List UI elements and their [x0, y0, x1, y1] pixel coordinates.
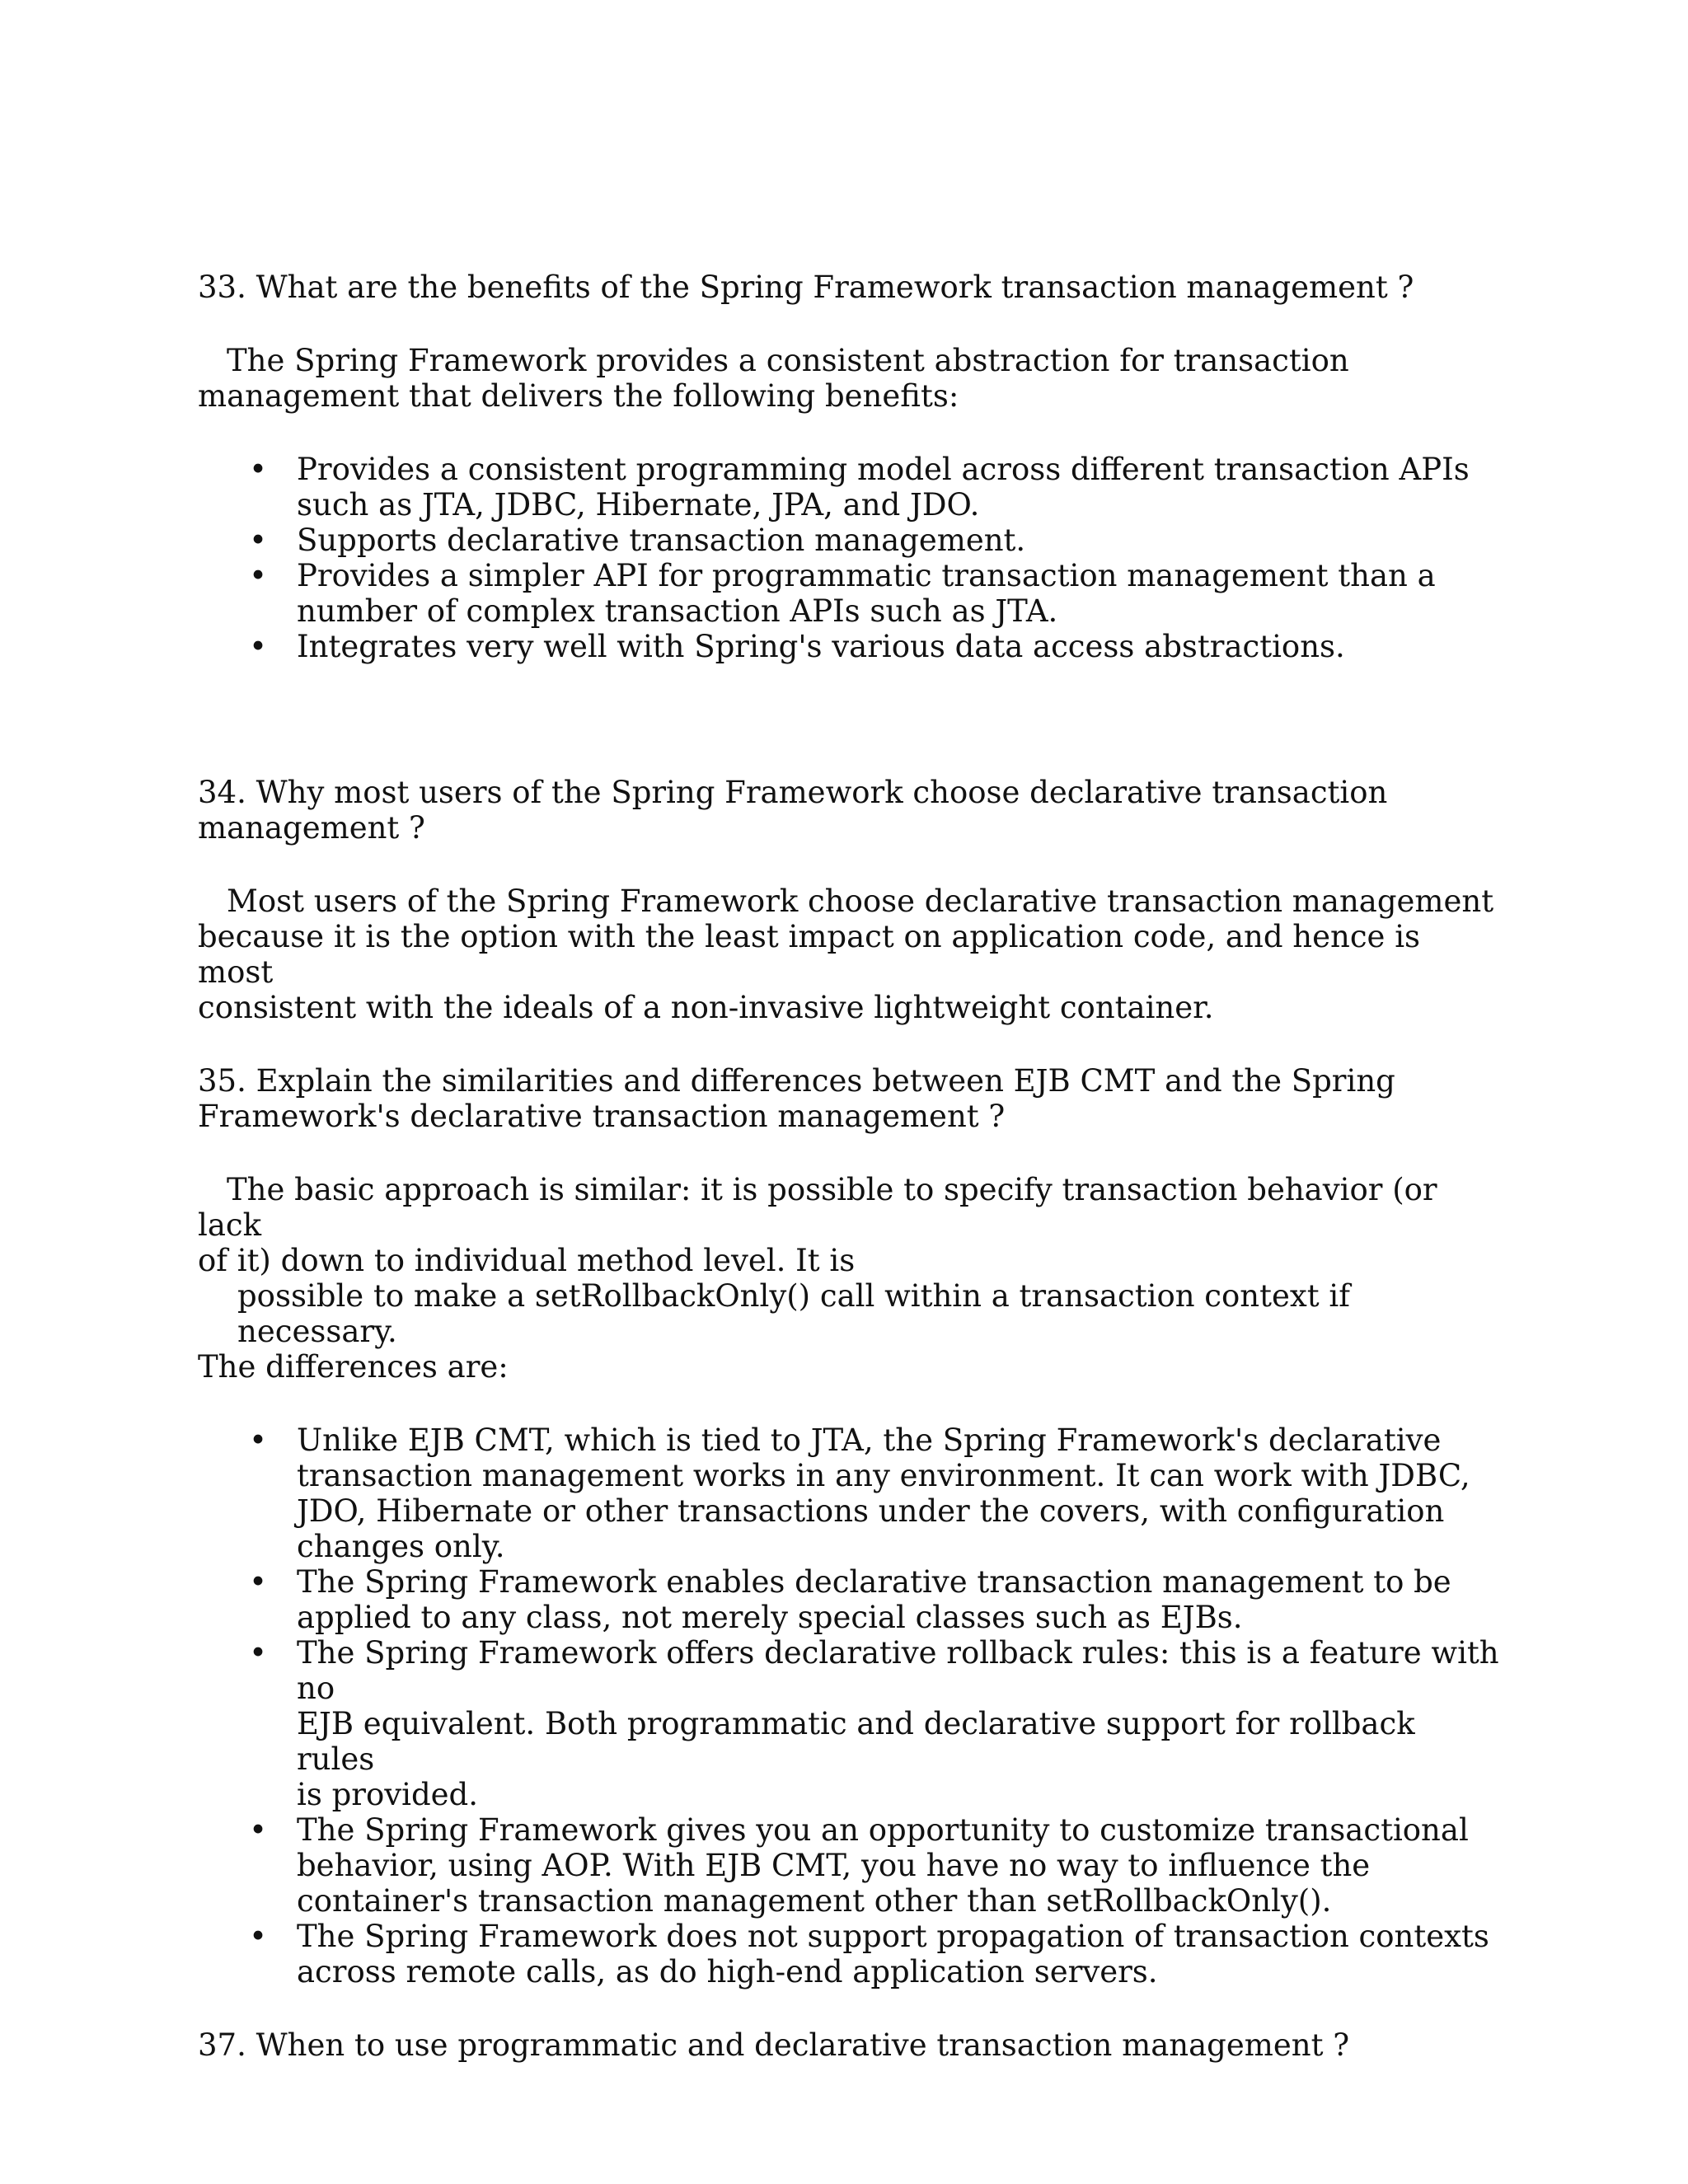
document-page — [198, 269, 1500, 2063]
list-item-line: such as JTA, JDBC, Hibernate, JPA, and JDO. — [297, 487, 980, 523]
list-item-line: behavior, using AOP. With EJB CMT, you have no way to influence the — [297, 1848, 1371, 1883]
list-item-line: The Spring Framework offers declarative rollback rules: this is a feature with no — [297, 1635, 1499, 1706]
question-37: 37. When to use programmatic and declarative transaction management ? — [198, 2027, 1350, 2063]
list-item-line: container's transaction management other than setRollbackOnly(). — [297, 1883, 1332, 1919]
list-item — [198, 629, 1500, 664]
list-item-line: Integrates very well with Spring's various data access abstractions. — [297, 629, 1345, 664]
answer-35-line-2: of it) down to individual method level. It is — [198, 1243, 856, 1278]
bullet-icon: • — [249, 1812, 267, 1848]
list-item — [198, 1564, 1500, 1635]
bullet-icon: • — [249, 629, 267, 664]
list-item-line: The Spring Framework gives you an opportunity to customize transactional — [297, 1812, 1469, 1848]
question-33: 33. What are the benefits of the Spring Framework transaction management ? — [198, 269, 1414, 305]
answer-35-line-4: The differences are: — [198, 1349, 509, 1385]
bullet-icon: • — [249, 1422, 267, 1458]
question-34-line-1: 34. Why most users of the Spring Framework choose declarative transaction — [198, 775, 1388, 810]
answer-33 — [198, 343, 1500, 414]
answer-34-line-3: consistent with the ideals of a non-invasive lightweight container. — [198, 990, 1214, 1025]
spacer — [198, 664, 1500, 775]
list-item — [198, 1919, 1500, 1990]
bullet-icon: • — [249, 452, 267, 487]
spacer — [198, 1990, 1500, 2027]
list-item-line: Supports declarative transaction management. — [297, 523, 1026, 558]
answer-34-line-1: Most users of the Spring Framework choose declarative transaction management — [227, 883, 1494, 919]
list-item — [198, 1635, 1500, 1812]
list-item-line: The Spring Framework does not support propagation of transaction contexts — [297, 1919, 1489, 1954]
list-item — [198, 523, 1500, 558]
answer-35-line-3: possible to make a setRollbackOnly() call within a transaction context if necessary. — [237, 1278, 1350, 1349]
question-35-line-2: Framework's declarative transaction management ? — [198, 1099, 1006, 1134]
differences-list — [198, 1422, 1500, 1990]
answer-35 — [198, 1172, 1500, 1385]
answer-33-line-1: The Spring Framework provides a consistent abstraction for transaction — [227, 343, 1349, 378]
list-item — [198, 452, 1500, 523]
list-item-line: is provided. — [297, 1777, 478, 1812]
list-item-line: transaction management works in any environment. It can work with JDBC, — [297, 1458, 1470, 1493]
bullet-icon: • — [249, 1919, 267, 1954]
answer-35-line-1: The basic approach is similar: it is possible to specify transaction behavior (or lack — [198, 1172, 1437, 1243]
list-item-line: Unlike EJB CMT, which is tied to JTA, the Spring Framework's declarative — [297, 1422, 1442, 1458]
bullet-icon: • — [249, 1635, 267, 1671]
question-34-line-2: management ? — [198, 810, 425, 846]
bullet-icon: • — [249, 558, 267, 593]
answer-34 — [198, 883, 1500, 1025]
spacer — [198, 1025, 1500, 1063]
list-item-line: JDO, Hibernate or other transactions under the covers, with configuration — [297, 1493, 1445, 1529]
bullet-icon: • — [249, 1564, 267, 1600]
list-item-line: changes only. — [297, 1529, 505, 1564]
question-35 — [198, 1063, 1500, 1134]
list-item-line: Provides a simpler API for programmatic transaction management than a — [297, 558, 1436, 593]
answer-33-line-2: management that delivers the following benefits: — [198, 378, 959, 414]
answer-34-line-2: because it is the option with the least impact on application code, and hence is most — [198, 919, 1421, 990]
list-item-line: applied to any class, not merely special classes such as EJBs. — [297, 1600, 1243, 1635]
question-34 — [198, 775, 1500, 846]
bullet-icon: • — [249, 523, 267, 558]
benefits-list — [198, 452, 1500, 664]
list-item — [198, 1422, 1500, 1564]
list-item — [198, 1812, 1500, 1919]
list-item-line: Provides a consistent programming model across different transaction APIs — [297, 452, 1470, 487]
question-35-line-1: 35. Explain the similarities and differences between EJB CMT and the Spring — [198, 1063, 1395, 1099]
list-item-line: The Spring Framework enables declarative transaction management to be — [297, 1564, 1451, 1600]
list-item-line: number of complex transaction APIs such as JTA. — [297, 593, 1058, 629]
list-item-line: EJB equivalent. Both programmatic and declarative support for rollback rules — [297, 1706, 1415, 1777]
list-item — [198, 558, 1500, 629]
list-item-line: across remote calls, as do high-end application servers. — [297, 1954, 1158, 1990]
